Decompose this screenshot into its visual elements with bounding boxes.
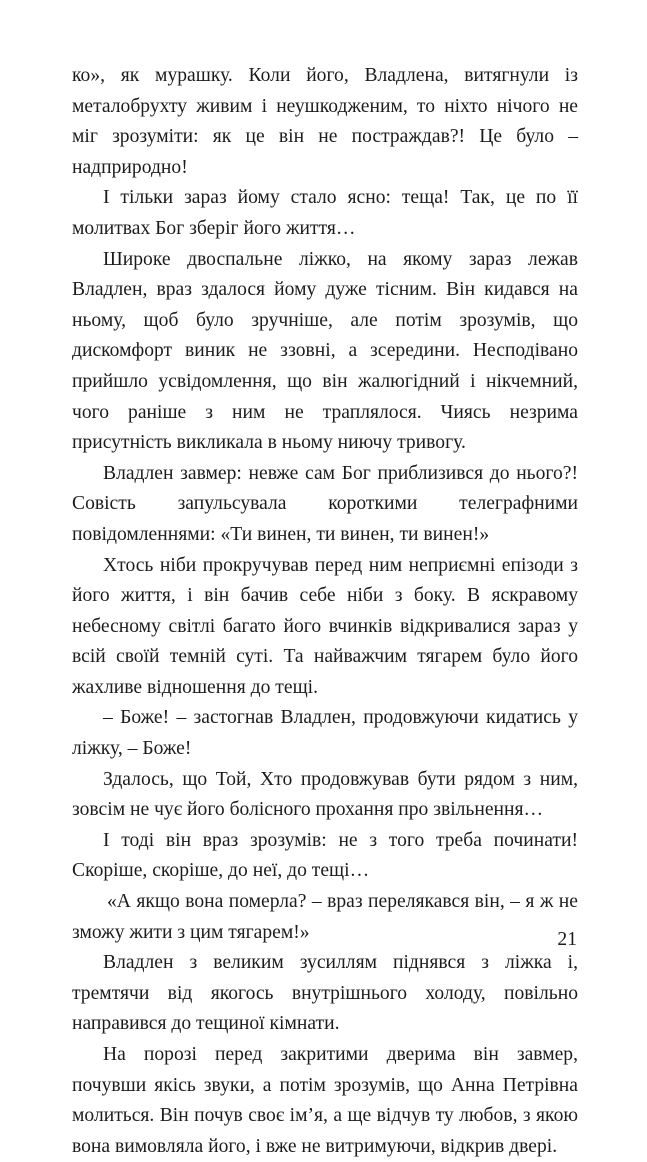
- paragraph: Широке двоспальне ліжко, на якому зараз лежав Владлен, враз здалося йому дуже тісним. Він кидався на ньому, щоб було зручніше, але потім зрозумів, що дискомфорт виник не ззовні, а зсередини. Несподівано прийшло усвідомлення, що він жалюгідний і нікчемний, чого раніше з ним не траплялося. Чиясь незрима присутність викликала в ньому ниючу тривогу.: [72, 248, 578, 454]
- paragraph: На порозі перед закритими дверима він завмер, почувши якісь звуки, а потім зрозумів, що Анна Петрівна молиться. Він почув своє ім’я, а ще відчув ту любов, з якою вона вимовляла його, і вже не витримуючи, відкрив двері.: [72, 1044, 578, 1157]
- paragraph: Владлен завмер: невже сам Бог приблизився до нього?! Совість запульсувала короткими телеграфними повідомленнями: «Ти винен, ти винен, ти винен!»: [72, 462, 578, 545]
- paragraph: – Боже! – застогнав Владлен, продовжуючи кидатись у ліжку, – Боже!: [72, 707, 578, 760]
- paragraph: Хтось ніби прокручував перед ним неприємні епізоди з його життя, і він бачив себе ніби з боку. В яскравому небесному світлі багато його вчинків відкривалися зараз у всій своїй темній суті. Та найважчим тягарем було його жахливе відношення до тещі.: [72, 554, 578, 698]
- paragraph: Владлен з великим зусиллям піднявся з ліжка і, тремтячи від якогось внутрішнього холоду, повільно направився до тещиної кімнати.: [72, 952, 578, 1035]
- page-body: [72, 61, 578, 1162]
- paragraph: «А якщо вона померла? – враз перелякався він, – я ж не зможу жити з цим тягарем!»: [72, 891, 578, 943]
- paragraph: Здалось, що Той, Хто продовжував бути рядом з ним, зовсім не чує його болісного прохання про звільнення…: [72, 768, 578, 821]
- paragraph: І тільки зараз йому стало ясно: теща! Так, це по її молитвах Бог зберіг його життя…: [72, 187, 578, 239]
- page-number: 21: [557, 929, 577, 950]
- paragraph: І тоді він враз зрозумів: не з того треба починати! Скоріше, скоріше, до неї, до тещі…: [72, 829, 578, 882]
- paragraph: ко», як мурашку. Коли його, Владлена, витягнули із металобрухту живим і неушкодженим, то ніхто нічого не міг зрозуміти: як це він не постраждав?! Це було – надприродно!: [72, 65, 578, 178]
